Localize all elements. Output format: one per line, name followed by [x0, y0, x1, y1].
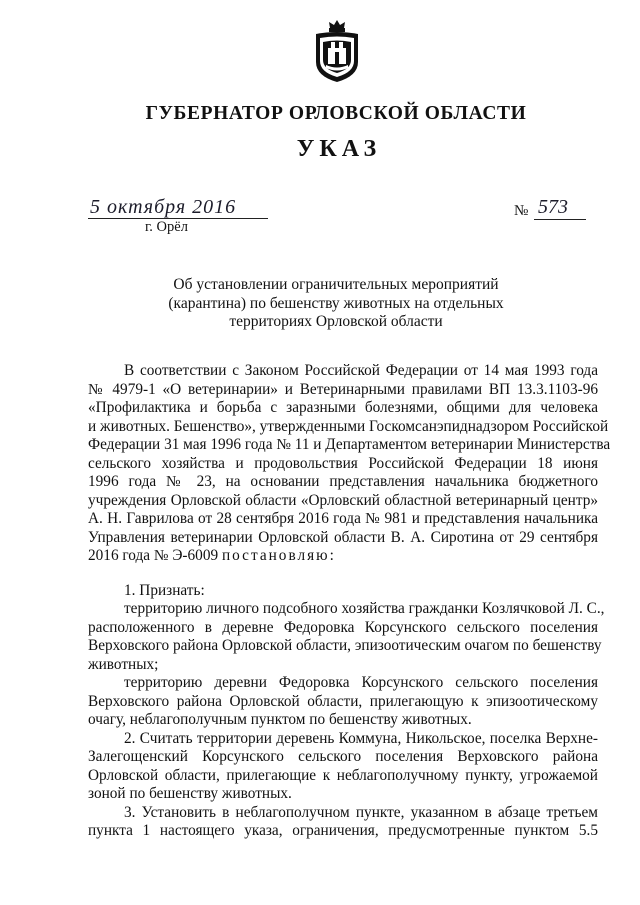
body-line: очагу, неблагополучным пунктом по бешенству животных. [88, 711, 472, 728]
title-line: Об установлении ограничительных мероприятий [173, 276, 499, 293]
title-line: (карантина) по бешенству животных на отдельных [168, 294, 504, 312]
handwritten-date: 5 октября 2016 [90, 196, 237, 218]
body-line: Федерации 31 мая 1996 года № 11 и Департаментом ветеринарии Министерства [88, 436, 611, 453]
body-line: территорию личного подсобного хозяйства гражданки Козлячковой Л. С., [124, 600, 605, 617]
item-2 [88, 730, 598, 804]
body-line: сельского хозяйства и продовольствия Российской Федерации 18 июня [88, 454, 598, 472]
body-line: Управления ветеринарии Орловской области В. А. Сиротина от 29 сентября [88, 528, 598, 546]
item-3 [88, 804, 598, 841]
body-line: животных; [88, 655, 159, 673]
body-line: «Профилактика и борьба с заразными болезнями, общими для человека [88, 399, 598, 416]
body-line: учреждения Орловской области «Орловский областной ветеринарный центр» [88, 491, 598, 509]
body-line: 2. Считать территории деревень Коммуна, Никольское, поселка Верхне- [124, 729, 598, 747]
decree-word: постановляю: [221, 547, 336, 564]
body-line: расположенного в деревне Федоровка Корсунского сельского поселения [88, 618, 598, 636]
body-line-final [88, 547, 598, 566]
number-label: № [514, 203, 529, 219]
body-line: Верховского района Орловской области, эпизоотическим очагом по бешенству [88, 637, 602, 654]
body-line: А. Н. Гаврилова от 28 сентября 2016 года № 981 и представления начальника [88, 510, 598, 527]
preamble-end: 2016 года № Э-6009 [88, 547, 219, 564]
orel-region-coat-of-arms-icon [312, 18, 362, 84]
decree-title [0, 276, 640, 332]
handwritten-number: 573 [538, 196, 568, 218]
body-line: В соответствии с Законом Российской Федерации от 14 мая 1993 года [124, 362, 598, 379]
item-1 [88, 581, 605, 730]
body-line: № 4979-1 «О ветеринарии» и Ветеринарными правилами ВП 13.3.1103-96 [88, 380, 598, 398]
body-line: 3. Установить в неблагополучном пункте, указанном в абзаце третьем [124, 803, 598, 821]
issuing-authority: ГУБЕРНАТОР ОРЛОВСКОЙ ОБЛАСТИ [145, 103, 527, 124]
body-line: 1996 года № 23, на основании представления начальника бюджетного [88, 473, 598, 490]
body-line: и животных. Бешенство», утвержденными Госкомсанэпиднадзором Российской [88, 417, 609, 435]
item-1-heading: 1. Признать: [124, 581, 205, 599]
document-type: УКАЗ [296, 136, 382, 162]
issue-city: г. Орёл [145, 219, 188, 235]
number-underline [534, 219, 586, 220]
title-line: территориях Орловской области [229, 313, 443, 330]
body-line: Орловской области, прилегающие к неблагополучному пункту, угрожаемой [88, 766, 598, 784]
body-line: пункта 1 настоящего указа, ограничения, предусмотренные пунктом 5.5 [88, 822, 598, 839]
body-line: территорию деревни Федоровка Корсунского сельского поселения [124, 674, 598, 691]
body-line: зоной по бешенству животных. [88, 785, 292, 802]
body-line: Верховского района Орловской области, прилегающую к эпизоотическому [88, 692, 598, 710]
body-line: Залегощенский Корсунского сельского поселения Верховского района [88, 748, 598, 765]
preamble [88, 362, 611, 566]
decree-body [88, 362, 611, 841]
